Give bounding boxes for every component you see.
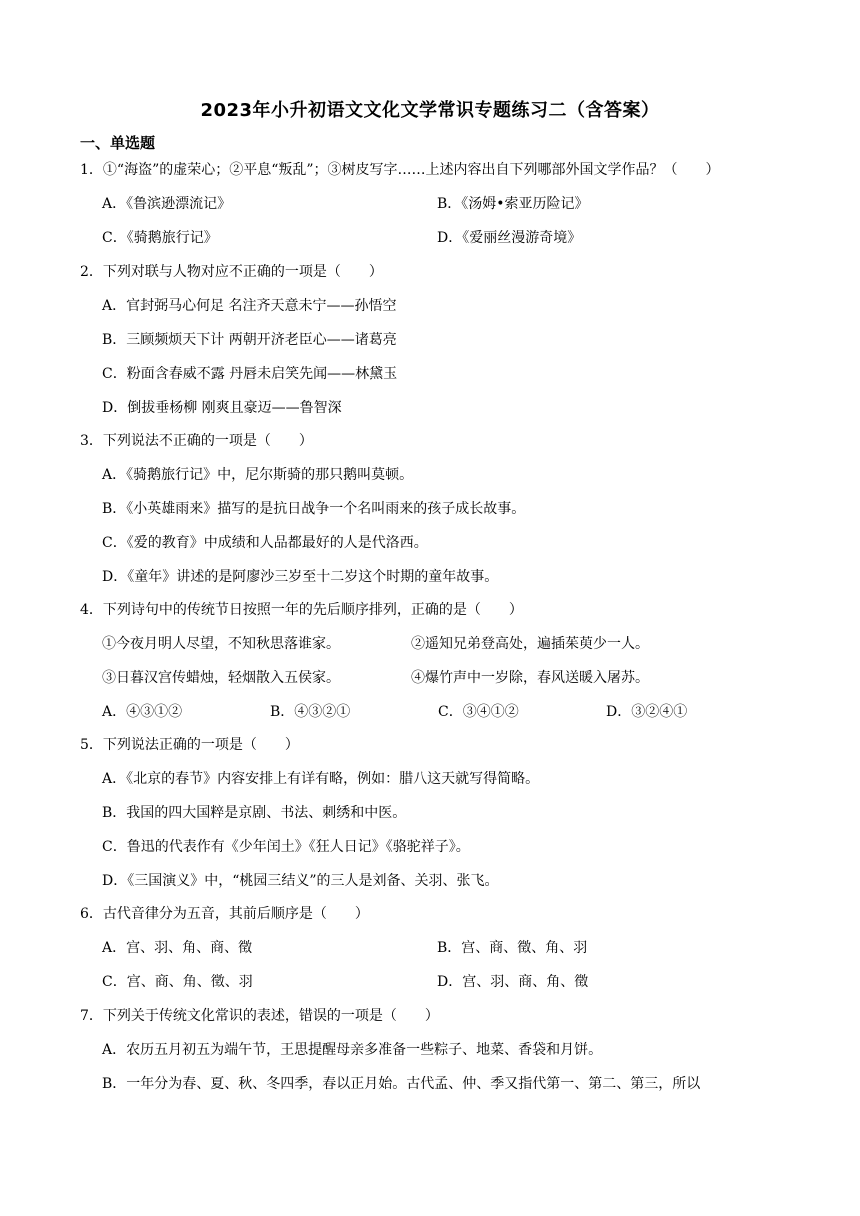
question-7-option-a[interactable]: A．农历五月初五为端午节，王思提醒母亲多准备一些粽子、地菜、香袋和月饼。	[102, 1042, 603, 1058]
question-2-option-a[interactable]: A．官封弼马心何足 名注齐天意未宁——孙悟空	[102, 298, 397, 314]
question-3-stem: 3．下列说法不正确的一项是（ ）	[80, 433, 313, 449]
question-6-option-d[interactable]: D．宫、羽、商、角、徵	[437, 974, 589, 990]
question-1-option-a[interactable]: A．《鲁滨逊漂流记》	[102, 196, 232, 212]
question-1-stem: 1．①“海盗”的虚荣心；②平息“叛乱”；③树皮写字……上述内容出自下列哪部外国文学作品？（ ）	[80, 162, 720, 178]
question-7-option-b[interactable]: B．一年分为春、夏、秋、冬四季，春以正月始。古代孟、仲、季又指代第一、第二、第三，所以	[102, 1076, 701, 1092]
question-1-option-b[interactable]: B．《汤姆•索亚历险记》	[437, 196, 589, 212]
question-4-sentence-1: ①今夜月明人尽望，不知秋思落谁家。	[102, 636, 340, 652]
question-4-sentence-2: ②遥知兄弟登高处，遍插茱萸少一人。	[411, 636, 649, 652]
section-heading: 一、单选题	[80, 134, 156, 152]
question-7-stem: 7．下列关于传统文化常识的表述，错误的一项是（ ）	[80, 1008, 439, 1024]
question-5-option-c[interactable]: C．鲁迅的代表作有《少年闰土》《狂人日记》《骆驼祥子》。	[102, 839, 470, 855]
question-4-sentence-4: ④爆竹声中一岁除，春风送暖入屠苏。	[411, 670, 649, 686]
question-1-option-d[interactable]: D．《爱丽丝漫游奇境》	[437, 230, 582, 246]
question-2-option-c[interactable]: C．粉面含春威不露 丹唇未启笑先闻——林黛玉	[102, 366, 398, 382]
question-2-option-d[interactable]: D．倒拔垂杨柳 刚爽且豪迈——鲁智深	[102, 400, 342, 416]
question-4-stem: 4．下列诗句中的传统节日按照一年的先后顺序排列，正确的是（ ）	[80, 602, 523, 618]
question-4-option-c[interactable]: C．③④①②	[438, 704, 519, 720]
question-3-option-a[interactable]: A．《骑鹅旅行记》中，尼尔斯骑的那只鹅叫莫顿。	[102, 467, 414, 483]
question-4-option-b[interactable]: B．④③②①	[270, 704, 351, 720]
question-1-option-c[interactable]: C．《骑鹅旅行记》	[102, 230, 218, 246]
question-4-option-a[interactable]: A．④③①②	[102, 704, 183, 720]
question-4-option-d[interactable]: D．③②④①	[606, 704, 688, 720]
question-4-sentence-3: ③日暮汉宫传蜡烛，轻烟散入五侯家。	[102, 670, 340, 686]
question-6-option-b[interactable]: B．宫、商、徵、角、羽	[437, 940, 588, 956]
document-title: 2023年小升初语文文化文学常识专题练习二（含答案）	[200, 100, 660, 121]
question-3-option-b[interactable]: B．《小英雄雨来》描写的是抗日战争一个名叫雨来的孩子成长故事。	[102, 501, 526, 517]
question-3-option-c[interactable]: C．《爱的教育》中成绩和人品都最好的人是代洛西。	[102, 535, 428, 551]
question-6-option-c[interactable]: C．宫、商、角、徵、羽	[102, 974, 253, 990]
question-5-option-d[interactable]: D．《三国演义》中，“桃园三结义”的三人是刘备、关羽、张飞。	[102, 873, 499, 889]
question-3-option-d[interactable]: D．《童年》讲述的是阿廖沙三岁至十二岁这个时期的童年故事。	[102, 569, 499, 585]
question-5-stem: 5．下列说法正确的一项是（ ）	[80, 737, 299, 753]
question-6-option-a[interactable]: A．宫、羽、角、商、徵	[102, 940, 253, 956]
question-6-stem: 6．古代音律分为五音，其前后顺序是（ ）	[80, 906, 369, 922]
question-5-option-b[interactable]: B．我国的四大国粹是京剧、书法、刺绣和中医。	[102, 805, 407, 821]
question-2-stem: 2．下列对联与人物对应不正确的一项是（ ）	[80, 264, 383, 280]
question-5-option-a[interactable]: A．《北京的春节》内容安排上有详有略，例如：腊八这天就写得简略。	[102, 771, 540, 787]
question-2-option-b[interactable]: B．三顾频烦天下计 两朝开济老臣心——诸葛亮	[102, 332, 397, 348]
